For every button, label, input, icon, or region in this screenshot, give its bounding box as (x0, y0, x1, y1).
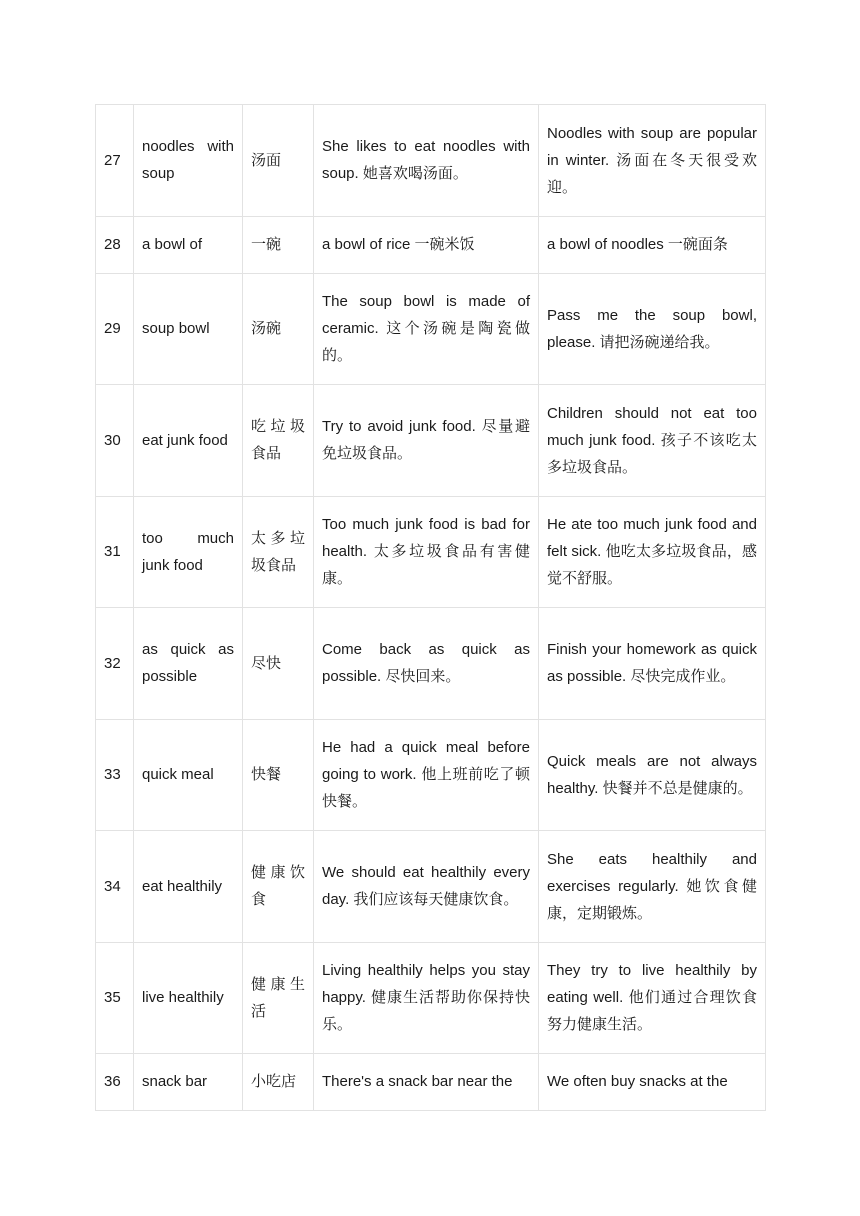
meaning-cell: 吃垃圾食品 (243, 385, 314, 497)
row-number: 31 (96, 496, 134, 608)
table-row (96, 273, 766, 385)
example-cell: a bowl of rice 一碗米饭 (314, 216, 539, 273)
meaning-cell: 健康生活 (243, 942, 314, 1054)
table-row (96, 942, 766, 1054)
row-number: 33 (96, 719, 134, 831)
row-number: 30 (96, 385, 134, 497)
example-cell: She likes to eat noodles with soup. 她喜欢喝汤面。 (314, 105, 539, 217)
table-row (96, 496, 766, 608)
meaning-cell: 快餐 (243, 719, 314, 831)
phrase-cell: soup bowl (134, 273, 243, 385)
table-row (96, 831, 766, 943)
example-cell: Finish your homework as quick as possible. 尽快完成作业。 (539, 608, 766, 720)
row-number: 29 (96, 273, 134, 385)
example-cell: Pass me the soup bowl, please. 请把汤碗递给我。 (539, 273, 766, 385)
phrase-cell: too much junk food (134, 496, 243, 608)
example-cell: The soup bowl is made of ceramic. 这个汤碗是陶瓷做的。 (314, 273, 539, 385)
vocabulary-table (95, 104, 766, 1111)
example-cell: Try to avoid junk food. 尽量避免垃圾食品。 (314, 385, 539, 497)
meaning-cell: 小吃店 (243, 1054, 314, 1111)
example-cell: We often buy snacks at the (539, 1054, 766, 1111)
row-number: 35 (96, 942, 134, 1054)
row-number: 34 (96, 831, 134, 943)
example-cell: He had a quick meal before going to work. 他上班前吃了顿快餐。 (314, 719, 539, 831)
example-cell: He ate too much junk food and felt sick. 他吃太多垃圾食品，感觉不舒服。 (539, 496, 766, 608)
phrase-cell: noodles with soup (134, 105, 243, 217)
example-cell: Living healthily helps you stay happy. 健康生活帮助你保持快乐。 (314, 942, 539, 1054)
phrase-cell: a bowl of (134, 216, 243, 273)
example-cell: They try to live healthily by eating well. 他们通过合理饮食努力健康生活。 (539, 942, 766, 1054)
meaning-cell: 健康饮食 (243, 831, 314, 943)
row-number: 32 (96, 608, 134, 720)
phrase-cell: as quick as possible (134, 608, 243, 720)
table-row (96, 1054, 766, 1111)
example-cell: There's a snack bar near the (314, 1054, 539, 1111)
example-cell: She eats healthily and exercises regularly. 她饮食健康，定期锻炼。 (539, 831, 766, 943)
table-row (96, 385, 766, 497)
example-cell: a bowl of noodles 一碗面条 (539, 216, 766, 273)
row-number: 28 (96, 216, 134, 273)
example-cell: Come back as quick as possible. 尽快回来。 (314, 608, 539, 720)
phrase-cell: quick meal (134, 719, 243, 831)
table-row (96, 216, 766, 273)
meaning-cell: 一碗 (243, 216, 314, 273)
example-cell: We should eat healthily every day. 我们应该每天健康饮食。 (314, 831, 539, 943)
example-cell: Noodles with soup are popular in winter. 汤面在冬天很受欢迎。 (539, 105, 766, 217)
phrase-cell: snack bar (134, 1054, 243, 1111)
meaning-cell: 汤碗 (243, 273, 314, 385)
meaning-cell: 尽快 (243, 608, 314, 720)
table-row (96, 608, 766, 720)
example-cell: Too much junk food is bad for health. 太多垃圾食品有害健康。 (314, 496, 539, 608)
row-number: 36 (96, 1054, 134, 1111)
meaning-cell: 汤面 (243, 105, 314, 217)
phrase-cell: eat healthily (134, 831, 243, 943)
example-cell: Children should not eat too much junk food. 孩子不该吃太多垃圾食品。 (539, 385, 766, 497)
row-number: 27 (96, 105, 134, 217)
phrase-cell: live healthily (134, 942, 243, 1054)
table-row (96, 719, 766, 831)
meaning-cell: 太多垃圾食品 (243, 496, 314, 608)
phrase-cell: eat junk food (134, 385, 243, 497)
table-row (96, 105, 766, 217)
example-cell: Quick meals are not always healthy. 快餐并不总是健康的。 (539, 719, 766, 831)
